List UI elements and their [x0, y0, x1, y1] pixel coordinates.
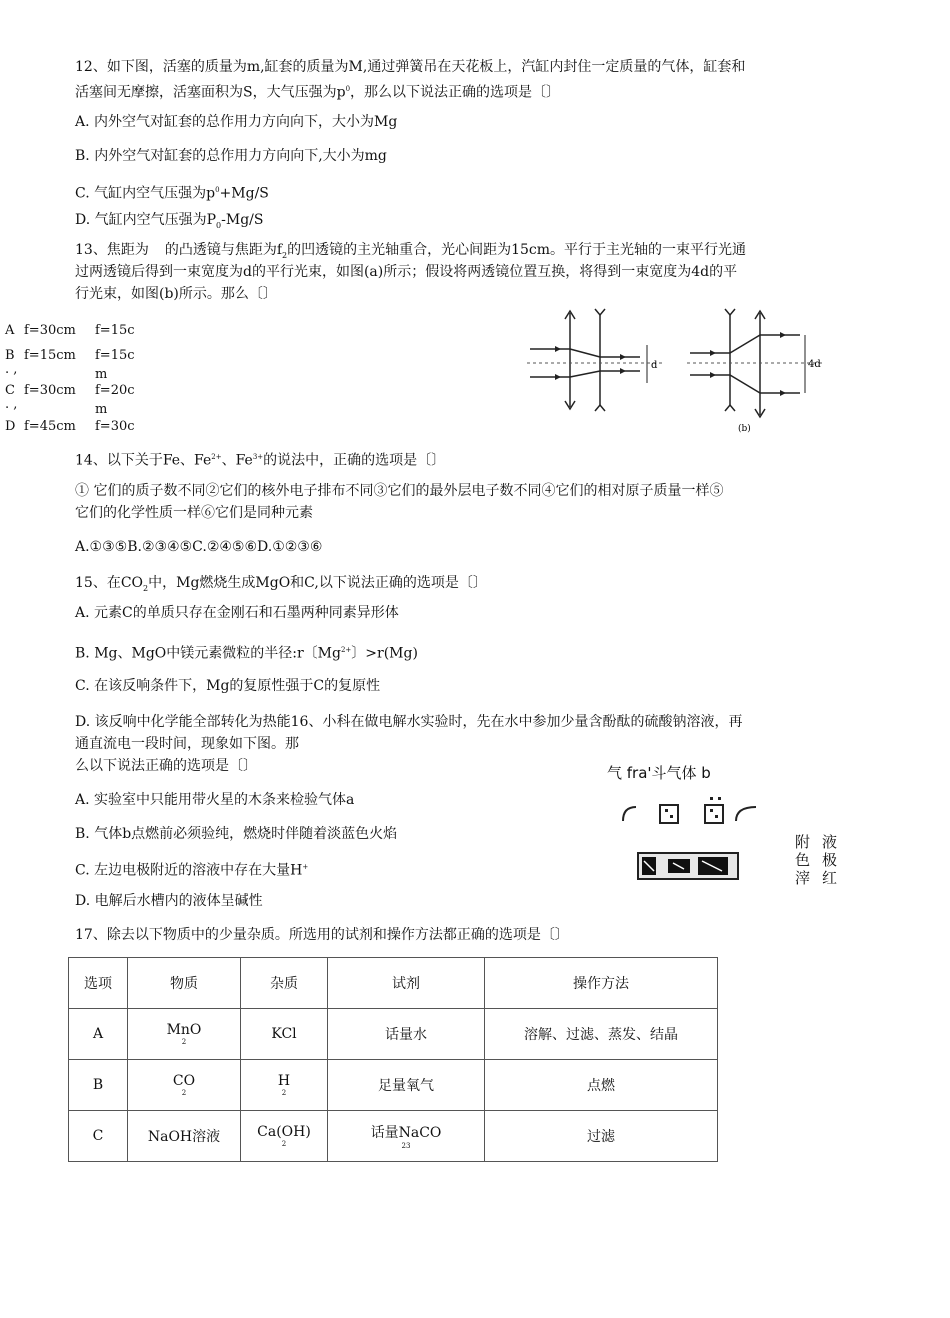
table-row — [69, 1009, 718, 1060]
q13-f2-sub: 2 — [282, 250, 288, 260]
q13-line2: 过两透镜后得到一束宽度为d的平行光束，如图(a)所示；假设将两透镜位置互换，将得到一束宽度为4d的平 — [75, 264, 738, 280]
q14-pre: 14、以下关于Fe、Fe — [75, 452, 212, 469]
q13-opt-d-f1: f=45cm — [24, 419, 76, 434]
row-c-reag-sub: 23 — [401, 1142, 411, 1150]
q15-b-pre: B. Mg、MgO中镁元素微粒的半径:r〔Mg — [75, 645, 341, 662]
row-c-imp-text: Ca(OH) — [257, 1124, 311, 1140]
q13-line1-pre: 13、焦距为 — [75, 242, 149, 258]
q12-line2-end: ，那么以下说法正确的选项是〔〕 — [350, 84, 561, 101]
q15-b-post: 〕>r(Mg) — [351, 645, 418, 662]
q16-option-d: D. 电解后水槽内的液体呈碱性 — [75, 893, 263, 909]
row-b-sub — [128, 1060, 241, 1111]
q16-option-a: A. 实验室中只能用带火星的木条来检验气体a — [75, 792, 355, 808]
q16-option-c — [75, 857, 308, 881]
q16-option-b: B. 气体b点燃前必须验纯，燃烧时伴随着淡蓝色火焰 — [75, 826, 398, 842]
q14-post: 的说法中，正确的选项是〔〕 — [263, 452, 446, 469]
row-a-op: 溶解、过滤、蒸发、结晶 — [485, 1009, 718, 1060]
row-b-sub-sub: 2 — [181, 1089, 187, 1097]
q13-opt-a-letter: A — [5, 323, 15, 338]
q15-option-c: C. 在该反响条件下，Mg的复原性强于C的复原性 — [75, 678, 381, 694]
q13-opt-b-cont: m — [95, 367, 108, 382]
q12-d-sub: 0 — [216, 220, 222, 230]
q13-opt-b-f1: f=15cm — [24, 348, 76, 363]
table-row — [69, 1111, 718, 1162]
q13-opt-c-cont: m — [95, 402, 108, 417]
row-a-reag: 话量水 — [328, 1009, 485, 1060]
q13-opt-b-f2: f=15c — [95, 348, 135, 363]
q12-option-a: A. 内外空气对缸套的总作用力方向向下，大小为Mg — [75, 114, 398, 130]
fig-char-fu: 附 — [795, 833, 811, 851]
q15-option-d-cont: 通直流电一段时间，现象如下图。那 — [75, 736, 299, 752]
row-a-sub — [128, 1009, 241, 1060]
q15-option-d: D. 该反响中化学能全部转化为热能16、小科在做电解水实验时，先在水中参加少量含酚酞的硫酸钠溶液，再 — [75, 714, 743, 730]
q13-opt-d-letter: D — [5, 419, 16, 434]
q16-c-pre: C. 左边电极附近的溶液中存在大量H — [75, 862, 303, 879]
row-c-reag-text: 话量NaCO — [370, 1125, 442, 1141]
q13-opt-a-f2: f=15c — [95, 323, 135, 338]
electrolysis-right-col1 — [795, 833, 810, 887]
fig-char-ye: 液 — [822, 833, 838, 851]
th-impurity: 杂质 — [241, 958, 328, 1009]
row-c-op: 过滤 — [485, 1111, 718, 1162]
q14-sup2: 3+ — [252, 453, 264, 461]
q17-table — [68, 957, 718, 1162]
q17-line1: 17、除去以下物质中的少量杂质。所选用的试剂和操作方法都正确的选项是〔〕 — [75, 927, 569, 943]
q15-pre: 15、在CO — [75, 575, 144, 591]
th-operation: 操作方法 — [485, 958, 718, 1009]
q13-opt-a-f1: f=30cm — [24, 323, 76, 338]
row-c-sub: NaOH溶液 — [128, 1111, 241, 1162]
q15-option-a: A. 元素C的单质只存在金刚石和石墨两种同素异形体 — [75, 605, 399, 621]
lens-figure — [525, 305, 845, 435]
q13-line3: 行光束，如图(b)所示。那么〔〕 — [75, 286, 277, 302]
q12-c-post: +Mg/S — [219, 185, 269, 202]
q15-line1 — [75, 573, 487, 599]
table-row — [69, 1060, 718, 1111]
row-a-sub-sub: 2 — [181, 1038, 187, 1046]
row-a-sub-text: MnO — [166, 1022, 202, 1038]
q13-opt-b-letter: B — [5, 348, 15, 363]
q12-line1: 12、如下图，活塞的质量为m,缸套的质量为M,通过弹簧吊在天花板上，汽缸内封住一定质量的气体，缸套和 — [75, 59, 746, 75]
q14-line1 — [75, 447, 445, 471]
row-b-reag: 足量氧气 — [328, 1060, 485, 1111]
row-b-imp — [241, 1060, 328, 1111]
q12-line2 — [75, 79, 560, 103]
q15-post: 中，Mg燃烧生成MgO和C,以下说法正确的选项是〔〕 — [148, 575, 487, 591]
q15-option-b — [75, 640, 418, 664]
q12-option-d — [75, 210, 263, 236]
fig-char-ji: 极 — [822, 851, 838, 869]
electrolysis-right-col2 — [822, 833, 837, 887]
q12-d-text: D. 气缸内空气压强为P — [75, 212, 217, 228]
q15-sub: 2 — [143, 583, 149, 593]
row-a-imp: KCl — [241, 1009, 328, 1060]
table-header-row — [69, 958, 718, 1009]
fig-char-se: 色 — [795, 851, 811, 869]
q13-opt-c-dots: . , — [5, 397, 18, 412]
row-b-op: 点燃 — [485, 1060, 718, 1111]
electrolysis-top-label: 气 fra'斗气体 b — [607, 764, 711, 782]
q12-option-b: B. 内外空气对缸套的总作用力方向向下,大小为mg — [75, 148, 387, 164]
q13-opt-d-f2: f=30c — [95, 419, 135, 434]
row-a-opt: A — [69, 1009, 128, 1060]
q14-line2: ① 它们的质子数不同②它们的核外电子排布不同③它们的最外层电子数不同④它们的相对原子质量一样⑤ — [75, 483, 724, 499]
q12-line2-text: 活塞间无摩擦，活塞面积为S，大气压强为p — [75, 84, 346, 101]
row-b-opt: B — [69, 1060, 128, 1111]
q16-c-sup: + — [302, 863, 309, 871]
fig-char-zi: 滓 — [795, 869, 811, 887]
q14-sup1: 2+ — [211, 453, 222, 461]
q12-p0-sub: 0 — [345, 85, 351, 93]
q14-mid: 、Fe — [221, 452, 253, 469]
fig-char-hong: 红 — [822, 869, 838, 887]
q14-options: A.①③⑤B.②③④⑤C.②④⑤⑥D.①②③⑥ — [75, 539, 323, 555]
q12-c-text: C. 气缸内空气压强为p — [75, 185, 216, 202]
row-b-imp-sub: 2 — [281, 1089, 287, 1097]
row-c-reag — [328, 1111, 485, 1162]
q14-line3: 它们的化学性质一样⑥它们是同种元素 — [75, 505, 313, 521]
fig-4d-label: 4d — [808, 359, 821, 370]
q13-line1-mid: 的凸透镜与焦距为f — [164, 242, 283, 258]
row-c-imp-sub: 2 — [281, 1140, 287, 1148]
q13-opt-b-dots: . , — [5, 362, 18, 377]
row-b-imp-text: H — [277, 1073, 291, 1089]
q12-d-post: -Mg/S — [221, 212, 264, 228]
row-b-sub-text: CO — [172, 1073, 196, 1089]
row-c-imp — [241, 1111, 328, 1162]
row-c-opt: C — [69, 1111, 128, 1162]
q12-c-sub: 0 — [215, 186, 220, 194]
th-reagent: 试剂 — [328, 958, 485, 1009]
q13-line1-post: 的凹透镜的主光轴重合，光心间距为15cm。平行于主光轴的一束平行光通 — [287, 242, 747, 258]
fig-b-label: (b) — [738, 424, 751, 434]
fig-d-label: d — [651, 360, 658, 371]
q13-opt-c-f2: f=20c — [95, 383, 135, 398]
th-option: 选项 — [69, 958, 128, 1009]
q15-b-sup: 2+ — [340, 646, 352, 654]
q13-opt-c-letter: C — [5, 383, 15, 398]
th-substance: 物质 — [128, 958, 241, 1009]
q13-opt-c-f1: f=30cm — [24, 383, 76, 398]
q16-line1: 么以下说法正确的选项是〔〕 — [75, 758, 257, 774]
electrolysis-figure — [618, 795, 768, 885]
q12-option-c — [75, 180, 269, 204]
